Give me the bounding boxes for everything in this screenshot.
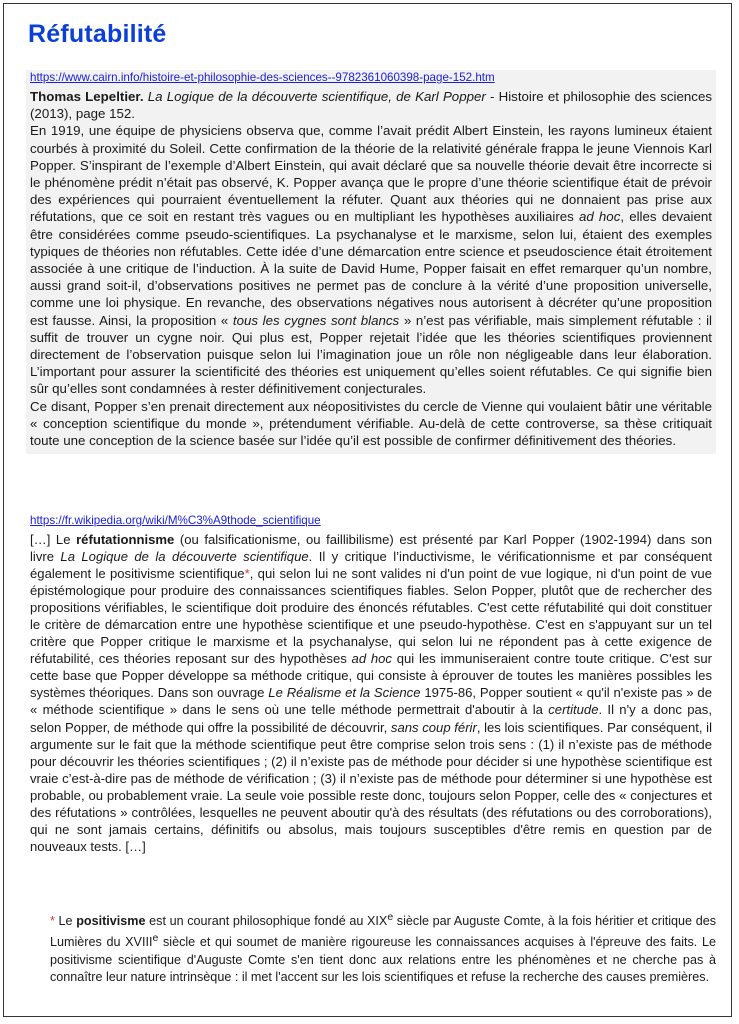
citation-author: Thomas Lepeltier. [30, 89, 144, 104]
source-wikipedia-section [26, 513, 716, 860]
text-run-italic: ad hoc [351, 651, 392, 667]
text-run: Le [54, 914, 77, 929]
wikipedia-source-link[interactable]: https://fr.wikipedia.org/wiki/M%C3%A9thode_scientifique [30, 514, 321, 527]
citation-publication: - Histoire et philosophie des sciences (2013), page 152. [30, 89, 712, 122]
text-run-italic: sans coup férir [390, 719, 477, 735]
text-run: , les lois scientifiques. Par conséquent, il argumente sur le fait que la méthode scientifique peut être comprise selon trois sens : (1) il n’existe pas de méthode pour découvrir les théories scientifiques ; (2) il n’existe pas de méthode pour décider si une hypothèse scientifique est vraie c’est-à-dire pas de méthode de vérification ; (3) il n’existe pas de méthode pour déterminer si une hypothèse est probable, ou probablement vraie. La seule voie possible reste donc, toujours selon Popper, celle des « conjectures et des réfutations » contrôlées, lesquelles ne peuvent aboutir qu'à des résultats (des réfutations ou des corroborations), qui ne sont jamais certains, définitifs ou absolus, mais toujours susceptibles d'être remis en question par de nouveaux tests. […] [30, 719, 712, 854]
text-run: , qui selon lui ne sont valides ni d'un point de vue logique, ni d'un point de vue épistémologique pour produire des connaissances scientifiques fiables. Selon Popper, plutôt que de rechercher des propositions vérifiables, le scientifique doit produire des énoncés réfutables. C'est cette réfutabilité qui doit constituer le critère de démarcation entre une hypothèse scientifique et une pseudo-hypothèse. C'est en s'appuyant sur un tel critère que Popper critique le marxisme et la psychanalyse, qui selon lui ne répondent pas à cette exigence de réfutabilité, ces théories reposant sur des hypothèses [30, 566, 712, 667]
text-run: . Il n'y a donc pas, selon Popper, de méthode qui offre la possibilité de découvrir, [30, 702, 712, 735]
text-run: qui les immuniseraient contre toute critique. C'est sur cette base que Popper développe sa méthode critique, qui consiste à éprouver de toutes les manières possibles les systèmes théoriques. Dans son ouvrage [30, 651, 712, 701]
text-run-italic: ad hoc [578, 209, 621, 225]
text-run-italic: certitude [548, 702, 599, 718]
footnote-section [50, 909, 716, 986]
superscript: e [387, 911, 394, 923]
cairn-body [26, 122, 716, 454]
text-run: . Il y critique l’inductivisme, le vérificationnisme et par conséquent également le positivisme scientifique [30, 549, 713, 582]
text-run: 1975-86, Popper soutient « qu'il n'existe pas » de « méthode scientifique » dans le sens où une telle méthode permettrait d'aboutir à la [30, 685, 712, 718]
page-frame [3, 3, 732, 1017]
source-cairn-section [26, 70, 716, 454]
superscript: e [152, 932, 159, 945]
text-run: En 1919, une équipe de physiciens observa que, comme l’avait prédit Albert Einstein, les rayons lumineux étaient courbés à proximité du Soleil. Cette confirmation de la théorie de la relativité générale frappa le jeune Viennois Karl Popper. S’inspirant de l’exemple d’Albert Einstein, qui avait déclaré que sa nouvelle théorie devait être incorrecte si le phénomène prédit n’était pas observé, K. Popper avança que le propre d’une théorie scientifique était de prévoir des expériences qui pourraient éventuellement la réfuter. Quant aux théories qui ne donnaient pas prise aux réfutations, que ce soit en restant très vagues ou en multipliant les hypothèses auxiliaires [30, 123, 712, 225]
cairn-paragraph-2: Ce disant, Popper s’en prenait directement aux néopositivistes du cercle de Vienne qui voulaient bâtir une véritable « conception scientifique du monde », prétendument vérifiable. Au-delà de cette controverse, sa thèse critiquait toute une conception de la science basée sur l’idée qu’il est possible de confirmer définitivement des théories. [30, 398, 712, 449]
text-run: » n’est pas vérifiable, mais simplement réfutable : il suffit de trouver un cygne noir. Qui plus est, Popper rejetait l’idée que les théories scientifiques proviennent directement de l’observation puisque selon lui l’imagination joue un rôle non négligeable dans leur élaboration. L’important pour assurer la scientificité des théories est uniquement qu’elles soient réfutables. Ce qui signifie bien sûr qu’elles sont condamnées à rester définitivement conjecturales. [30, 312, 712, 397]
footnote-marker[interactable]: * [244, 566, 250, 582]
text-run: siècle par Auguste Comte, à la fois héritier et critique des Lumières du XVIII [50, 914, 716, 950]
footnote-positivisme [50, 909, 716, 986]
cairn-paragraph-1 [30, 122, 712, 397]
citation-book-title: La Logique de la découverte scientifique, de Karl Popper [147, 89, 486, 104]
wikipedia-paragraph [26, 531, 716, 860]
cairn-source-link[interactable]: https://www.cairn.info/histoire-et-philosophie-des-sciences--9782361060398-page-152.htm [30, 71, 495, 84]
text-run: […] Le [30, 532, 77, 547]
citation [26, 88, 716, 122]
text-run-bold: réfutationnisme [76, 532, 175, 547]
text-run-italic: tous les cygnes sont blancs [232, 312, 400, 328]
text-run: est un courant philosophique fondé au XIX [145, 914, 388, 929]
text-run: siècle et qui soumet de manière rigoureuse les connaissances acquises à l'épreuve des faits. Le positivisme scientifique d'Auguste Comte s'en tient donc aux relations entre les phénomènes et ne cherche pas à connaître leur nature intrinsèque : il met l'accent sur les lois scientifiques et refuse la recherche des causes premières. [50, 935, 716, 984]
text-run: , elles devaient être considérées comme pseudo-scientifiques. La psychanalyse et le marxisme, selon lui, étaient des exemples typiques de théories non réfutables. Cette idée d’une démarcation entre science et pseudoscience était étroitement associée à une critique de l’induction. À la suite de David Hume, Popper faisait en effet remarquer qu’un nombre, aussi grand soit-il, d’observations positives ne permet pas de conclure à la vérité d’une proposition universelle, comme une loi physique. En revanche, des observations négatives nous autorisent à décréter qu’une proposition est fausse. Ainsi, la proposition « [30, 209, 712, 328]
text-run-italic: Le Réalisme et la Science [268, 685, 421, 701]
page-title: Réfutabilité [28, 20, 167, 48]
text-run-italic: La Logique de la découverte scientifique [60, 549, 309, 565]
footnote-star: * [50, 914, 55, 929]
text-run-bold: positivisme [76, 914, 146, 929]
text-run: (ou falsificationisme, ou faillibilisme) est présenté par Karl Popper (1902-1994) dans son livre [30, 532, 712, 565]
